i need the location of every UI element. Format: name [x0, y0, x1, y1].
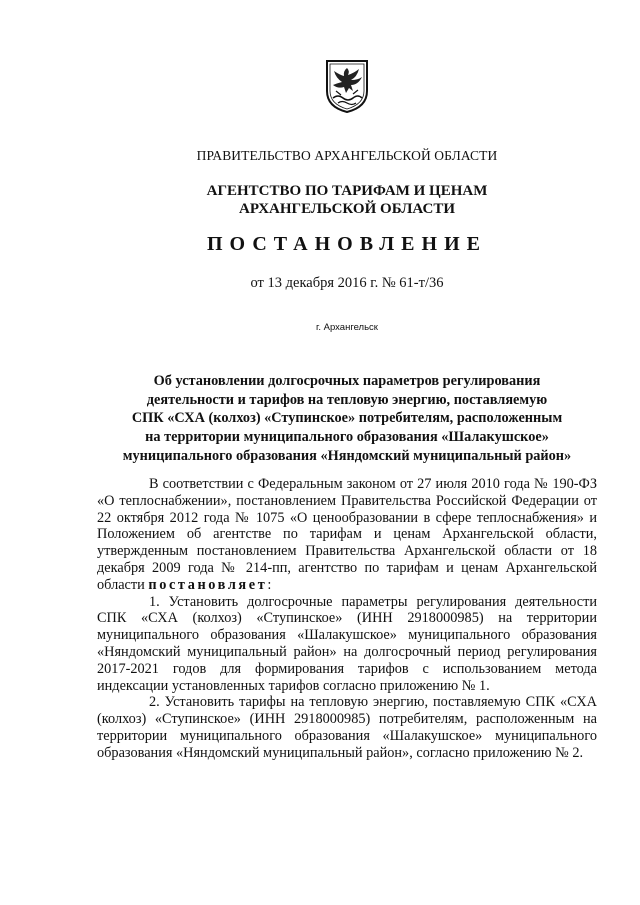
agency-name-line: АРХАНГЕЛЬСКОЙ ОБЛАСТИ	[239, 201, 455, 217]
item-1-paragraph: 1. Установить долгосрочные параметры регулирования деятельности СПК «СХА (колхоз) «Ступинское» (ИНН 2918000985) на территории муниципального образования «Шалакушское» муниципального образования «Няндомский муниципальный район» на долгосрочный период регулирования 2017-2021 годов для формирования тарифов с использованием метода индексации установленных тарифов согласно приложению № 1.	[97, 593, 597, 694]
preamble-paragraph: В соответствии с Федеральным законом от 27 июля 2010 года № 190-ФЗ «О теплоснабжении», постановлением Правительства Российской Федерации от 22 октября 2012 года № 1075 «О ценообразовании в сфере теплоснабжения» и Положением об агентстве по тарифам и ценам Архангельской области, утвержденным постановлением Правительства Архангельской области от 18 декабря 2009 года № 214-пп, агентство по тарифам и ценам Архангельской области постановляет:	[97, 476, 597, 593]
document-city: г. Архангельск	[316, 322, 378, 333]
item-2-paragraph: 2. Установить тарифы на тепловую энергию, поставляемую СПК «СХА (колхоз) «Ступинское» (ИНН 2918000985) потребителям, расположенным на территории муниципального образования «Шалакушское» муниципального образования «Няндомский муниципальный район», согласно приложению № 2.	[97, 694, 597, 761]
government-name: ПРАВИТЕЛЬСТВО АРХАНГЕЛЬСКОЙ ОБЛАСТИ	[196, 148, 498, 163]
document-date-number: от 13 декабря 2016 г. № 61-т/36	[250, 275, 444, 291]
document-body	[97, 476, 597, 762]
agency-name	[0, 182, 640, 218]
title-line: муниципального образования «Няндомский муниципальный район»	[122, 447, 572, 464]
agency-name-line: АГЕНТСТВО ПО ТАРИФАМ И ЦЕНАМ	[206, 183, 488, 199]
title-line: на территории муниципального образования «Шалакушское»	[145, 429, 549, 446]
document-type: ПОСТАНОВЛЕНИЕ	[207, 233, 487, 255]
decree-word: постановляет	[148, 576, 268, 593]
coat-of-arms-emblem	[324, 58, 370, 114]
title-line: СПК «СХА (колхоз) «Ступинское» потребителям, расположенным	[131, 410, 563, 427]
preamble-text: В соответствии с Федеральным законом от 27 июля 2010 года № 190-ФЗ «О теплоснабжении», постановлением Правительства Российской Федерации от 22 октября 2012 года № 1075 «О ценообразовании в сфере теплоснабжения» и Положением об агентстве по тарифам и ценам Архангельской области, утвержденным постановлением Правительства Архангельской области от 18 декабря 2009 года № 214-пп, агентство по тарифам и ценам Архангельской области	[97, 476, 597, 593]
title-line: деятельности и тарифов на тепловую энергию, поставляемую	[146, 391, 548, 408]
title-line: Об установлении долгосрочных параметров регулирования	[153, 373, 541, 389]
document-title	[100, 372, 594, 466]
